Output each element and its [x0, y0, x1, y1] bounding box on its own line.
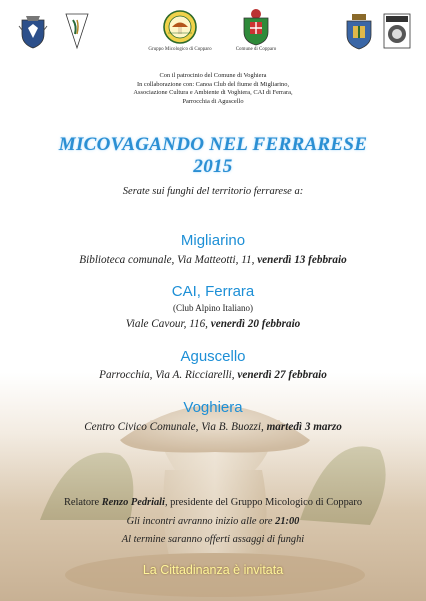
time-line	[0, 516, 426, 527]
cai-emblem-icon	[382, 12, 412, 50]
event-venue: Parrocchia, Via A. Ricciarelli,	[99, 369, 238, 381]
tasting-line: Al termine saranno offerti assaggi di funghi	[121, 534, 305, 545]
event-venue: Centro Civico Comunale, Via B. Buozzi,	[84, 421, 267, 433]
patronage-text	[0, 72, 426, 106]
event-note-cai: (Club Alpino Italiano)	[173, 303, 253, 313]
mycological-group-logo	[163, 10, 197, 44]
event-date: venerdì 13 febbraio	[257, 254, 347, 266]
speaker-prefix: Relatore	[63, 497, 102, 508]
event-details-migliarino	[0, 254, 426, 266]
logos-row	[0, 6, 426, 66]
coat-of-arms-1-icon	[18, 12, 48, 50]
speaker-name: Renzo Pedriali	[101, 497, 165, 508]
event-venue: Viale Cavour, 116,	[125, 318, 211, 330]
invitation-text: La Cittadinanza è invitata	[142, 563, 284, 577]
speaker-suffix: , presidente del Gruppo Micologico di Copparo	[164, 497, 363, 508]
event-details-aguscello	[0, 369, 426, 381]
event-place-voghiera: Voghiera	[183, 399, 243, 416]
patronage-line: Associazione Cultura e Ambiente di Voghiera, CAI di Ferrara,	[133, 89, 293, 97]
voghiera-coat-of-arms-icon	[344, 12, 374, 50]
speaker-line	[0, 497, 426, 508]
patronage-line: In collaborazione con: Canoa Club del fiume di Migliarino,	[136, 80, 290, 88]
patronage-line: Con il patrocinio del Comune di Voghiera	[159, 72, 267, 79]
event-details-cai-ferrara	[0, 318, 426, 330]
mycological-group-caption: Gruppo Micologico di Copparo	[148, 47, 212, 52]
event-date: venerdì 20 febbraio	[210, 318, 301, 330]
event-date: venerdì 27 febbraio	[237, 369, 327, 381]
event-details-voghiera	[0, 421, 426, 433]
event-place-migliarino: Migliarino	[180, 232, 246, 249]
event-place-cai-ferrara: CAI, Ferrara	[171, 283, 255, 300]
time-prefix: Gli incontri avranno inizio alle ore	[126, 516, 276, 527]
patronage-line: Parrocchia di Aguscello	[182, 97, 244, 105]
event-year: 2015	[193, 156, 233, 177]
event-date: martedì 3 marzo	[266, 421, 342, 433]
event-subtitle: Serate sui funghi del territorio ferrarese a:	[122, 186, 304, 197]
event-title: MICOVAGANDO NEL FERRARESE	[58, 134, 368, 155]
event-place-aguscello: Aguscello	[180, 348, 246, 365]
pennant-emblem-icon	[64, 12, 90, 50]
event-venue: Biblioteca comunale, Via Matteotti, 11,	[79, 254, 258, 266]
copparo-coat-of-arms-icon	[240, 8, 272, 46]
start-time: 21:00	[275, 516, 300, 527]
comune-caption: Comune di Copparo	[235, 47, 277, 52]
